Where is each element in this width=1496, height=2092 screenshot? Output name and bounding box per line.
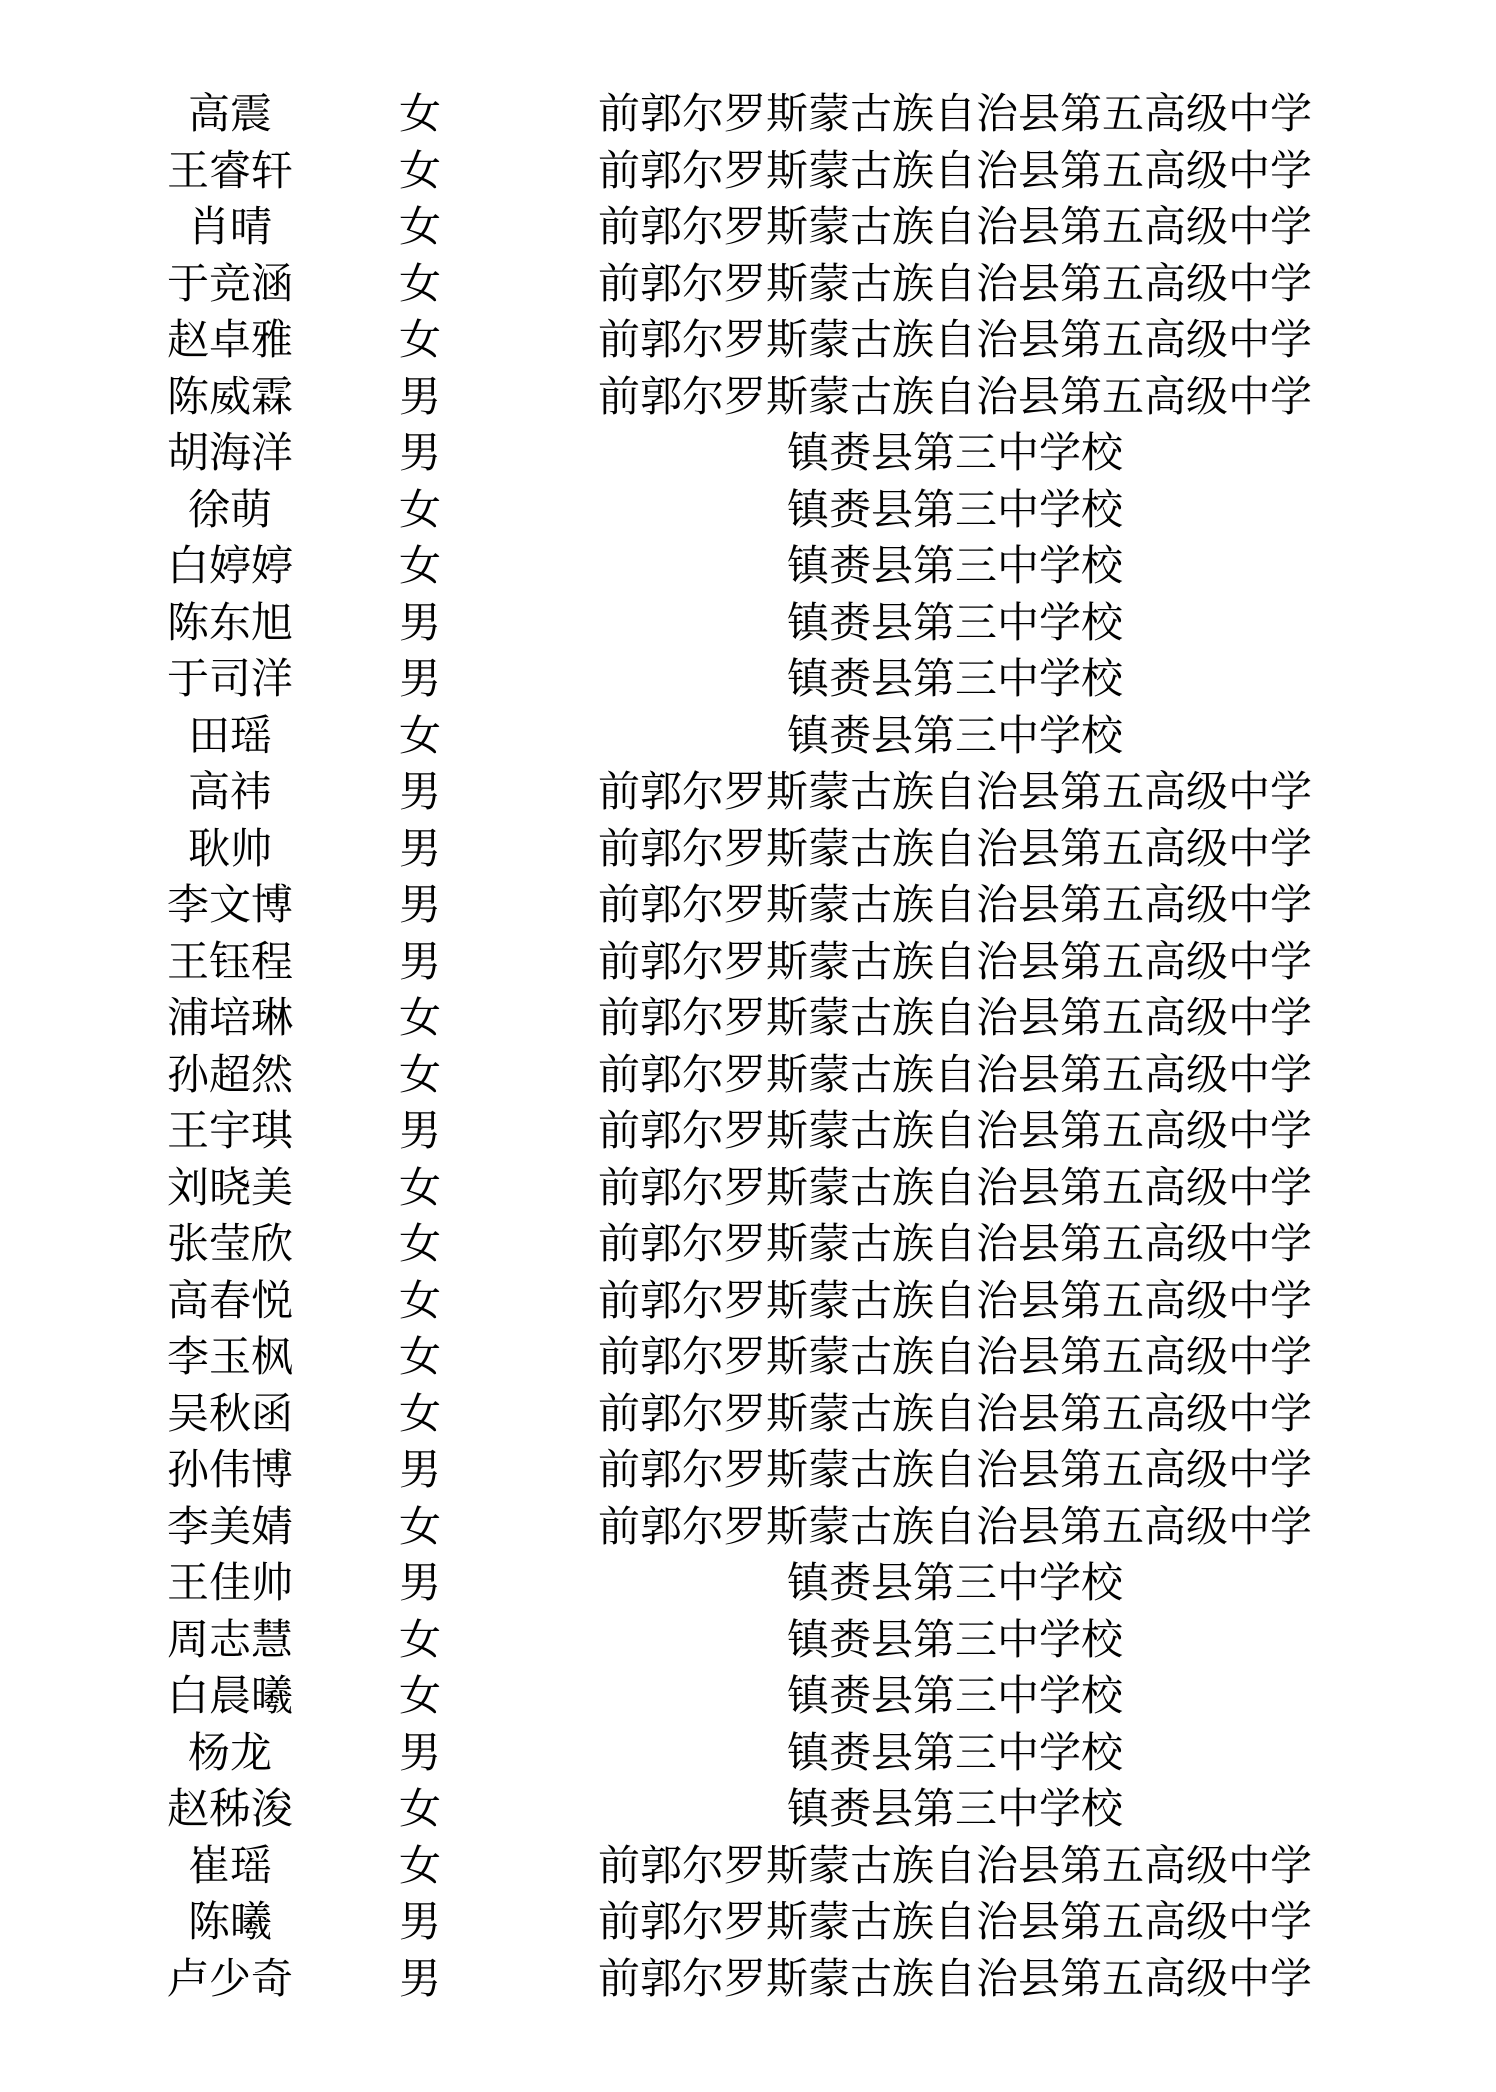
- table-row: [0, 86, 1496, 143]
- student-name: 王宇琪: [166, 1106, 293, 1155]
- table-row: [0, 482, 1496, 539]
- table-row: [0, 1894, 1496, 1951]
- student-school: 前郭尔罗斯蒙古族自治县第五高级中学: [597, 1897, 1312, 1946]
- table-row: [0, 1838, 1496, 1895]
- student-school: 前郭尔罗斯蒙古族自治县第五高级中学: [597, 1953, 1312, 2003]
- table-row: [0, 934, 1496, 991]
- table-row: [0, 312, 1496, 369]
- student-name: 孙超然: [166, 1049, 293, 1099]
- table-row: [0, 595, 1496, 652]
- student-name: 肖晴: [187, 202, 272, 251]
- student-name: 崔瑶: [187, 1840, 272, 1890]
- student-name: 于司洋: [166, 654, 293, 703]
- student-name: 李文博: [166, 880, 293, 929]
- student-name: 白婷婷: [166, 541, 293, 590]
- table-row: [0, 1781, 1496, 1838]
- student-name: 田瑶: [187, 710, 272, 760]
- student-school: 镇赉县第三中学校: [786, 710, 1123, 760]
- student-gender: 男: [398, 654, 441, 703]
- table-row: [0, 1725, 1496, 1782]
- student-school: 前郭尔罗斯蒙古族自治县第五高级中学: [597, 1840, 1312, 1890]
- student-school: 前郭尔罗斯蒙古族自治县第五高级中学: [597, 202, 1312, 251]
- student-gender: 男: [398, 1727, 441, 1777]
- student-name: 周志慧: [166, 1614, 293, 1664]
- student-school: 镇赉县第三中学校: [786, 1727, 1123, 1777]
- student-name: 白晨曦: [166, 1671, 293, 1720]
- table-row: [0, 538, 1496, 595]
- student-name: 王睿轩: [166, 145, 293, 195]
- table-row: [0, 1951, 1496, 2008]
- student-school: 镇赉县第三中学校: [786, 597, 1123, 647]
- student-gender: 女: [398, 1501, 441, 1551]
- student-name: 耿帅: [187, 823, 272, 873]
- table-row: [0, 821, 1496, 878]
- student-gender: 女: [398, 993, 441, 1042]
- student-name: 孙伟博: [166, 1445, 293, 1494]
- student-school: 前郭尔罗斯蒙古族自治县第五高级中学: [597, 1049, 1312, 1099]
- student-name: 陈曦: [187, 1897, 272, 1946]
- student-name: 浦培琳: [166, 993, 293, 1042]
- student-gender: 男: [398, 597, 441, 647]
- student-school: 镇赉县第三中学校: [786, 1558, 1123, 1607]
- student-gender: 男: [398, 823, 441, 873]
- table-row: [0, 1273, 1496, 1330]
- student-school: 前郭尔罗斯蒙古族自治县第五高级中学: [597, 1162, 1312, 1212]
- student-school: 镇赉县第三中学校: [786, 541, 1123, 590]
- student-name: 赵卓雅: [166, 315, 293, 364]
- table-row: [0, 1499, 1496, 1556]
- student-name: 高祎: [187, 767, 272, 816]
- student-school: 前郭尔罗斯蒙古族自治县第五高级中学: [597, 1445, 1312, 1494]
- student-gender: 女: [398, 1388, 441, 1438]
- table-row: [0, 369, 1496, 426]
- student-name: 高春悦: [166, 1275, 293, 1325]
- student-name: 陈威霖: [166, 371, 293, 421]
- table-row: [0, 1612, 1496, 1669]
- student-name: 徐萌: [187, 484, 272, 534]
- table-row: [0, 877, 1496, 934]
- student-gender: 男: [398, 1106, 441, 1155]
- student-gender: 女: [398, 1840, 441, 1890]
- student-school: 前郭尔罗斯蒙古族自治县第五高级中学: [597, 258, 1312, 308]
- table-row: [0, 651, 1496, 708]
- table-row: [0, 1103, 1496, 1160]
- student-school: 前郭尔罗斯蒙古族自治县第五高级中学: [597, 1332, 1312, 1381]
- student-gender: 男: [398, 371, 441, 421]
- student-name: 赵秭浚: [166, 1784, 293, 1833]
- student-gender: 女: [398, 1332, 441, 1381]
- student-school: 前郭尔罗斯蒙古族自治县第五高级中学: [597, 993, 1312, 1042]
- student-name: 李玉枫: [166, 1332, 293, 1381]
- student-school: 镇赉县第三中学校: [786, 484, 1123, 534]
- student-school: 前郭尔罗斯蒙古族自治县第五高级中学: [597, 1501, 1312, 1551]
- student-school: 镇赉县第三中学校: [786, 654, 1123, 703]
- table-row: [0, 708, 1496, 765]
- student-name: 吴秋函: [166, 1388, 293, 1438]
- student-school: 前郭尔罗斯蒙古族自治县第五高级中学: [597, 315, 1312, 364]
- student-name: 杨龙: [187, 1727, 272, 1777]
- student-gender: 男: [398, 767, 441, 816]
- student-school: 前郭尔罗斯蒙古族自治县第五高级中学: [597, 936, 1312, 986]
- student-gender: 男: [398, 1558, 441, 1607]
- student-gender: 女: [398, 541, 441, 590]
- table-row: [0, 764, 1496, 821]
- table-row: [0, 199, 1496, 256]
- student-gender: 女: [398, 145, 441, 195]
- student-gender: 女: [398, 710, 441, 760]
- student-school: 前郭尔罗斯蒙古族自治县第五高级中学: [597, 145, 1312, 195]
- table-row: [0, 1216, 1496, 1273]
- student-gender: 女: [398, 1614, 441, 1664]
- student-school: 前郭尔罗斯蒙古族自治县第五高级中学: [597, 880, 1312, 929]
- student-name: 高震: [187, 89, 272, 138]
- student-gender: 女: [398, 1275, 441, 1325]
- student-school: 前郭尔罗斯蒙古族自治县第五高级中学: [597, 1275, 1312, 1325]
- student-name: 于竞涵: [166, 258, 293, 308]
- table-row: [0, 1555, 1496, 1612]
- student-school: 前郭尔罗斯蒙古族自治县第五高级中学: [597, 89, 1312, 138]
- student-gender: 女: [398, 1162, 441, 1212]
- table-row: [0, 1047, 1496, 1104]
- student-gender: 男: [398, 428, 441, 477]
- student-gender: 男: [398, 1897, 441, 1946]
- student-name: 张莹欣: [166, 1219, 293, 1268]
- student-school: 镇赉县第三中学校: [786, 1671, 1123, 1720]
- student-school: 前郭尔罗斯蒙古族自治县第五高级中学: [597, 1388, 1312, 1438]
- student-gender: 女: [398, 89, 441, 138]
- table-row: [0, 1160, 1496, 1217]
- table-row: [0, 1442, 1496, 1499]
- student-school: 镇赉县第三中学校: [786, 428, 1123, 477]
- table-row: [0, 143, 1496, 200]
- student-gender: 男: [398, 1445, 441, 1494]
- student-list: [0, 86, 1496, 2007]
- student-name: 王佳帅: [166, 1558, 293, 1607]
- student-gender: 女: [398, 202, 441, 251]
- table-row: [0, 256, 1496, 313]
- student-name: 胡海洋: [166, 428, 293, 477]
- student-gender: 女: [398, 315, 441, 364]
- student-gender: 男: [398, 1953, 441, 2003]
- student-name: 卢少奇: [166, 1953, 293, 2003]
- student-gender: 女: [398, 1671, 441, 1720]
- student-school: 前郭尔罗斯蒙古族自治县第五高级中学: [597, 1106, 1312, 1155]
- student-name: 王钰程: [166, 936, 293, 986]
- table-row: [0, 425, 1496, 482]
- student-gender: 男: [398, 880, 441, 929]
- student-school: 镇赉县第三中学校: [786, 1614, 1123, 1664]
- student-gender: 女: [398, 1219, 441, 1268]
- table-row: [0, 1386, 1496, 1443]
- student-gender: 女: [398, 258, 441, 308]
- student-name: 陈东旭: [166, 597, 293, 647]
- student-gender: 女: [398, 1049, 441, 1099]
- student-name: 李美婧: [166, 1501, 293, 1551]
- student-gender: 女: [398, 484, 441, 534]
- table-row: [0, 990, 1496, 1047]
- table-row: [0, 1329, 1496, 1386]
- student-school: 前郭尔罗斯蒙古族自治县第五高级中学: [597, 767, 1312, 816]
- student-school: 前郭尔罗斯蒙古族自治县第五高级中学: [597, 371, 1312, 421]
- student-gender: 男: [398, 936, 441, 986]
- table-row: [0, 1668, 1496, 1725]
- student-school: 前郭尔罗斯蒙古族自治县第五高级中学: [597, 1219, 1312, 1268]
- student-gender: 女: [398, 1784, 441, 1833]
- student-school: 镇赉县第三中学校: [786, 1784, 1123, 1833]
- student-name: 刘晓美: [166, 1162, 293, 1212]
- student-school: 前郭尔罗斯蒙古族自治县第五高级中学: [597, 823, 1312, 873]
